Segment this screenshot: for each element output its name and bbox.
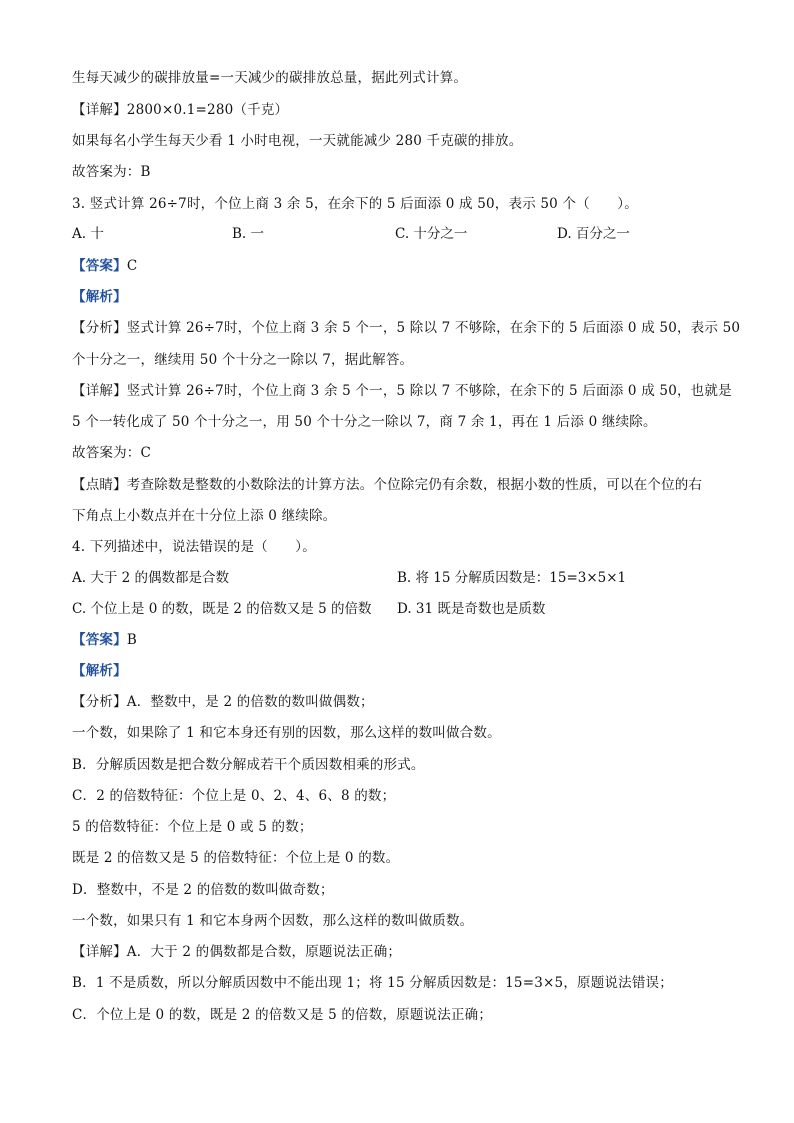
- text-line: 既是 2 的倍数又是 5 的倍数特征：个位上是 0 的数。: [72, 850, 400, 866]
- analysis-tag: 【解析】: [72, 663, 127, 679]
- q3-option-d: D. 百分之一: [557, 226, 630, 242]
- q4-option-d: D. 31 既是奇数也是质数: [397, 601, 546, 617]
- q3-analysis-heading: [72, 287, 127, 307]
- text-line: 【详解】2800×0.1=280（千克）: [72, 102, 289, 118]
- text-line: B．分解质因数是把合数分解成若干个质因数相乘的形式。: [72, 757, 425, 773]
- analysis-tag: 【解析】: [72, 289, 127, 305]
- q3-option-c: C. 十分之一: [395, 226, 468, 242]
- q4-option-c: C. 个位上是 0 的数，既是 2 的倍数又是 5 的倍数: [72, 601, 372, 617]
- text-line: 一个数，如果只有 1 和它本身两个因数，那么这样的数叫做质数。: [72, 913, 474, 929]
- answer-tag: 【答案】: [72, 632, 127, 648]
- question-3-stem: 3. 竖式计算 26÷7时，个位上商 3 余 5，在余下的 5 后面添 0 成 50，表示 50 个（ ）。: [72, 196, 638, 212]
- text-line: 5 个一转化成了 50 个十分之一，用 50 个十分之一除以 7，商 7 余 1，再在 1 后添 0 继续除。: [72, 414, 657, 430]
- text-line: 如果每名小学生每天少看 1 小时电视，一天就能减少 280 千克碳的排放。: [72, 133, 523, 149]
- text-line: B．1 不是质数，所以分解质因数中不能出现 1；将 15 分解质因数是：15=3×5，原题说法错误；: [72, 975, 673, 991]
- text-line: 故答案为：B: [72, 164, 151, 180]
- text-line: 一个数，如果除了 1 和它本身还有别的因数，那么这样的数叫做合数。: [72, 725, 501, 741]
- q4-analysis-heading: [72, 661, 127, 681]
- text-line: 生每天减少的碳排放量=一天减少的碳排放总量，据此列式计算。: [72, 70, 468, 86]
- text-line: 下角点上小数点并在十分位上添 0 继续除。: [72, 508, 337, 524]
- q4-option-b: B. 将 15 分解质因数是：15=3×5×1: [397, 570, 627, 586]
- text-line: 【点睛】考查除数是整数的小数除法的计算方法。个位除完仍有余数，根据小数的性质，可以在个位的右: [72, 477, 703, 493]
- text-line: 【分析】A．整数中，是 2 的倍数的数叫做偶数；: [72, 694, 374, 710]
- q3-option-a: A. 十: [72, 226, 104, 242]
- text-line: D．整数中，不是 2 的倍数的数叫做奇数；: [72, 882, 334, 898]
- text-line: 【详解】竖式计算 26÷7时，个位上商 3 余 5 个一，5 除以 7 不够除，在余下的 5 后面添 0 成 50，也就是: [72, 383, 732, 399]
- q3-option-b: B. 一: [232, 226, 265, 242]
- q3-answer: [72, 256, 137, 276]
- question-4-stem: 4. 下列描述中，说法错误的是（ ）。: [72, 539, 316, 555]
- text-line: 【分析】竖式计算 26÷7时，个位上商 3 余 5 个一，5 除以 7 不够除，在余下的 5 后面添 0 成 50，表示 50: [72, 320, 741, 336]
- text-line: 故答案为：C: [72, 445, 152, 461]
- text-line: 5 的倍数特征：个位上是 0 或 5 的数；: [72, 819, 313, 835]
- answer-tag: 【答案】: [72, 258, 127, 274]
- q4-answer: [72, 630, 137, 650]
- text-line: C．2 的倍数特征：个位上是 0、2、4、6、8 的数；: [72, 788, 396, 804]
- answer-value: B: [126, 632, 137, 648]
- text-line: 【详解】A．大于 2 的偶数都是合数，原题说法正确；: [72, 944, 402, 960]
- q4-option-a: A. 大于 2 的偶数都是合数: [72, 570, 230, 586]
- text-line: 个十分之一，继续用 50 个十分之一除以 7，据此解答。: [72, 352, 414, 368]
- text-line: C．个位上是 0 的数，既是 2 的倍数又是 5 的倍数，原题说法正确；: [72, 1007, 493, 1023]
- answer-value: C: [126, 258, 138, 274]
